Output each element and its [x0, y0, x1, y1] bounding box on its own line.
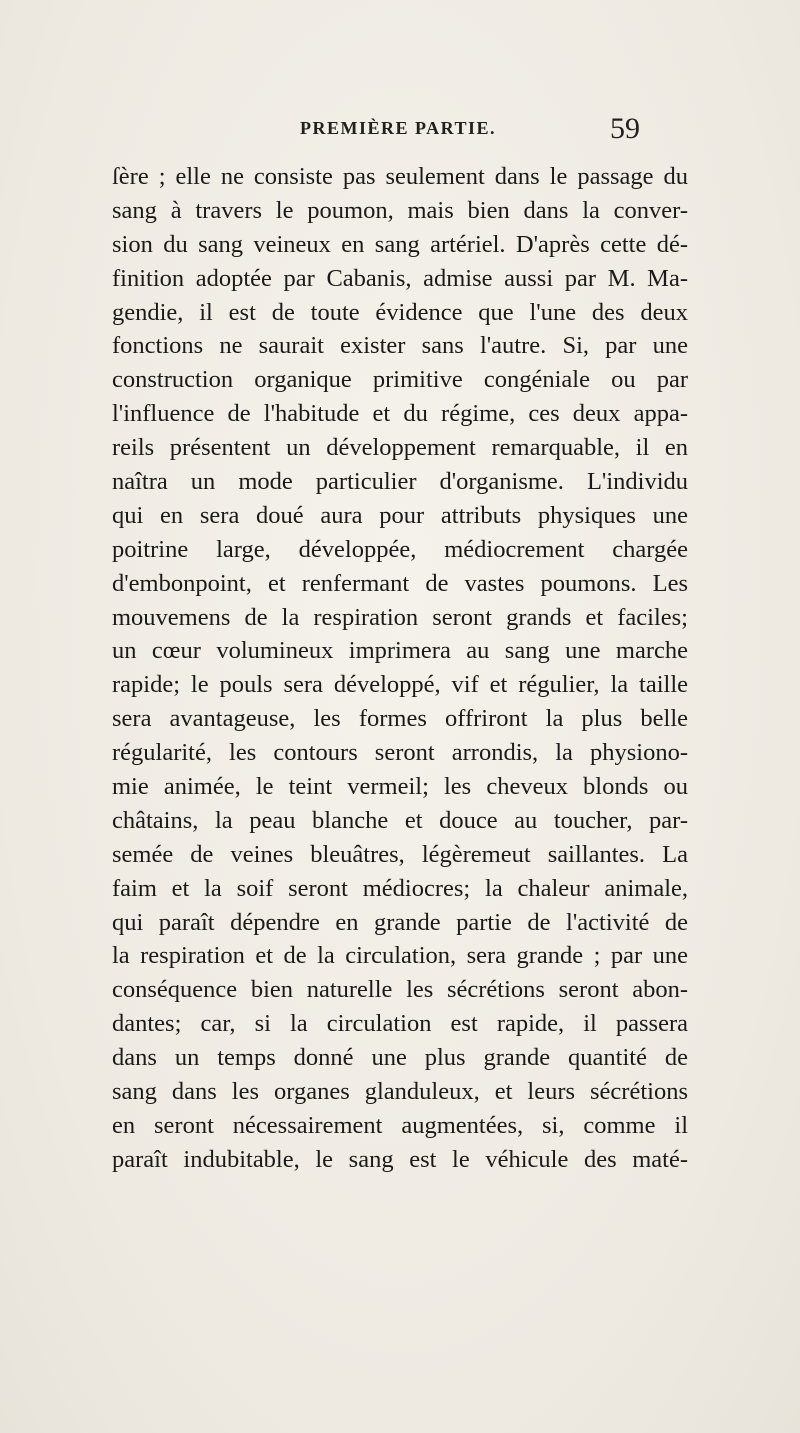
text-line: naîtra un mode particulier d'organisme. L'individu	[112, 468, 688, 496]
text-line: l'influence de l'habitude et du régime, ces deux appa-	[112, 400, 688, 428]
text-line: châtains, la peau blanche et douce au toucher, par-	[112, 806, 688, 834]
running-head	[140, 112, 660, 148]
text-line: sion du sang veineux en sang artériel. D'après cette dé-	[112, 230, 688, 258]
text-line: mouvemens de la respiration seront grands et faciles;	[112, 603, 688, 631]
text-line: paraît indubitable, le sang est le véhicule des maté-	[112, 1145, 688, 1173]
text-line: mie animée, le teint vermeil; les cheveux blonds ou	[112, 773, 688, 801]
text-line: sang à travers le poumon, mais bien dans la conver-	[112, 196, 688, 224]
text-line: dantes; car, si la circulation est rapide, il passera	[112, 1010, 688, 1038]
running-title: PREMIÈRE PARTIE.	[300, 118, 497, 138]
text-line: poitrine large, développée, médiocrement chargée	[112, 535, 688, 563]
text-line: fonctions ne saurait exister sans l'autre. Si, par une	[112, 332, 688, 360]
text-line: qui paraît dépendre en grande partie de l'activité de	[112, 908, 688, 936]
text-line: sang dans les organes glanduleux, et leurs sécrétions	[112, 1078, 688, 1106]
text-line: finition adoptée par Cabanis, admise aussi par M. Ma-	[112, 264, 688, 292]
text-line: dans un temps donné une plus grande quantité de	[112, 1044, 688, 1072]
text-line: conséquence bien naturelle les sécrétions seront abon-	[112, 976, 688, 1004]
text-line: en seront nécessairement augmentées, si, comme il	[112, 1111, 688, 1139]
text-line: rapide; le pouls sera développé, vif et régulier, la taille	[112, 671, 688, 699]
body-text	[112, 160, 688, 1177]
text-line: gendie, il est de toute évidence que l'une des deux	[112, 298, 688, 326]
text-line: la respiration et de la circulation, sera grande ; par une	[112, 942, 688, 970]
text-line: un cœur volumineux imprimera au sang une marche	[112, 637, 688, 665]
text-line: sera avantageuse, les formes offriront la plus belle	[112, 705, 688, 733]
text-line: qui en sera doué aura pour attributs physiques une	[112, 501, 688, 529]
text-line: reils présentent un développement remarquable, il en	[112, 434, 688, 462]
page-number: 59	[610, 112, 640, 145]
text-line: construction organique primitive congéniale ou par	[112, 366, 688, 394]
text-line: régularité, les contours seront arrondis, la physiono-	[112, 739, 688, 767]
text-line: semée de veines bleuâtres, légèremeut saillantes. La	[112, 840, 688, 868]
text-line: ſère ; elle ne consiste pas seulement dans le passage du	[112, 163, 688, 190]
text-line: d'embonpoint, et renfermant de vastes poumons. Les	[112, 569, 688, 597]
text-line: faim et la soif seront médiocres; la chaleur animale,	[112, 874, 688, 902]
